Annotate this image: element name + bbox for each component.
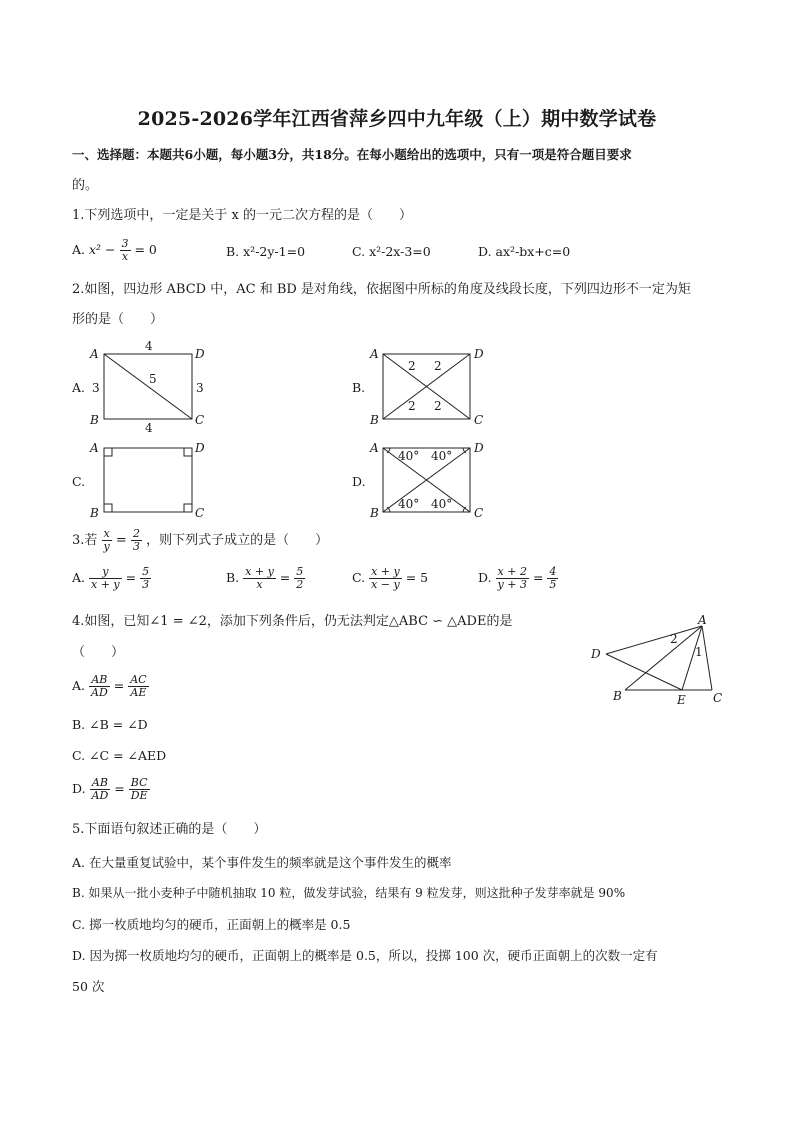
fig-d-angle-4: 40° bbox=[431, 497, 453, 511]
q2-option-c-label: C. bbox=[72, 474, 86, 489]
q5-option-d: D. 因为掷一枚质地均匀的硬币，正面朝上的概率是 0.5，所以，投掷 100 次，硬币正面朝上的次数一定有 bbox=[72, 948, 658, 963]
q4-paren: （ ） bbox=[72, 645, 125, 660]
fig-a-label-b: B bbox=[90, 413, 99, 427]
q5-option-a: A. 在大量重复试验中，某个事件发生的频率就是这个事件发生的概率 bbox=[72, 855, 452, 870]
fig-d-angle-1: 40° bbox=[398, 449, 420, 463]
fig-a-top-length: 4 bbox=[145, 339, 153, 353]
fig-d-angle-2: 40° bbox=[431, 449, 453, 463]
q5-stem: 5.下面语句叙述正确的是（ ） bbox=[72, 822, 267, 837]
fig-c-label-d: D bbox=[195, 441, 205, 455]
section-heading-cont: 的。 bbox=[72, 178, 99, 193]
q2-stem: 2.如图，四边形 ABCD 中，AC 和 BD 是对角线，依据图中所标的角度及线段长度，下列四边形不一定为矩 bbox=[72, 282, 691, 297]
q4-angle-1: 1 bbox=[695, 645, 703, 659]
q5-option-c: C. 掷一枚质地均匀的硬币，正面朝上的概率是 0.5 bbox=[72, 917, 351, 932]
q1-option-b: B. x²-2y-1=0 bbox=[226, 244, 306, 259]
fig-d-label-a: A bbox=[370, 441, 379, 455]
fig-b-label-c: C bbox=[474, 413, 484, 427]
q1-option-c: C. x²-2x-3=0 bbox=[352, 244, 431, 259]
fig-c-label-c: C bbox=[195, 506, 205, 520]
fig-b-label-b: B bbox=[370, 413, 379, 427]
q3-stem: 3.若 $\frac{x}{y}$ = $\frac{2}{3}$ ，则下列式子成立的是（ ） bbox=[72, 527, 329, 553]
q1-stem: 1.下列选项中，一定是关于 x 的一元二次方程的是（ ） bbox=[72, 208, 412, 223]
fig-a-right-length: 3 bbox=[196, 381, 204, 395]
fig-a-label-c: C bbox=[195, 413, 205, 427]
q5-option-b: B. 如果从一批小麦种子中随机抽取 10 粒，做发芽试验，结果有 9 粒发芽，则这批种子发芽率就是 90% bbox=[72, 886, 626, 900]
q4-option-d: D. $\frac{AB}{AD}$ = $\frac{BC}{DE}$ bbox=[72, 776, 148, 802]
q2-option-a-label: A. bbox=[72, 380, 86, 395]
q4-stem: 4.如图，已知∠1 = ∠2，添加下列条件后，仍无法判定△ABC ∽ △ADE的是 bbox=[72, 614, 513, 629]
fig-c-label-b: B bbox=[90, 506, 99, 520]
fig-b-seg-4: 2 bbox=[434, 399, 442, 413]
section-heading: 一、选择题：本题共6小题，每小题3分，共18分。在每小题给出的选项中，只有一项是符合题目要求 bbox=[72, 147, 632, 162]
q4-figure bbox=[606, 626, 712, 690]
q3-option-b: B. $\frac{x + y}{x}$ = $\frac{5}{2}$ bbox=[226, 565, 304, 591]
q2-option-b-label: B. bbox=[352, 380, 366, 395]
q4-label-c: C bbox=[713, 691, 723, 705]
q5-option-d-cont: 50 次 bbox=[72, 979, 105, 994]
q4-option-b: B. ∠B = ∠D bbox=[72, 717, 148, 732]
q1-option-d: D. ax²-bx+c=0 bbox=[478, 244, 571, 259]
fig-b-seg-1: 2 bbox=[408, 359, 416, 373]
q2-figure-d bbox=[383, 448, 470, 512]
q4-label-a: A bbox=[698, 613, 707, 627]
q2-figure-b bbox=[383, 354, 470, 419]
fig-d-label-b: B bbox=[370, 506, 379, 520]
fig-a-label-d: D bbox=[195, 347, 205, 361]
q4-label-d: D bbox=[591, 647, 601, 661]
fig-a-bottom-length: 4 bbox=[145, 421, 153, 435]
fig-a-diagonal-length: 5 bbox=[149, 372, 157, 386]
fig-b-seg-2: 2 bbox=[434, 359, 442, 373]
q4-angle-2: 2 bbox=[670, 632, 678, 646]
fig-d-angle-3: 40° bbox=[398, 497, 420, 511]
q4-label-e: E bbox=[677, 693, 686, 707]
q4-option-c: C. ∠C = ∠AED bbox=[72, 748, 167, 763]
q4-option-a: A. $\frac{AB}{AD}$ = $\frac{AC}{AE}$ bbox=[72, 673, 147, 699]
q2-figure-a bbox=[104, 354, 192, 419]
q4-label-b: B bbox=[613, 689, 622, 703]
fig-d-label-c: C bbox=[474, 506, 484, 520]
fig-b-label-a: A bbox=[370, 347, 379, 361]
fig-a-left-length: 3 bbox=[92, 381, 100, 395]
fig-b-seg-3: 2 bbox=[408, 399, 416, 413]
q2-stem-cont: 形的是（ ） bbox=[72, 312, 164, 327]
q3-option-d: D. $\frac{x + 2}{y + 3}$ = $\frac{4}{5}$ bbox=[478, 565, 557, 591]
q2-figure-c bbox=[104, 448, 192, 512]
q3-option-a: A. $\frac{y}{x + y}$ = $\frac{5}{3}$ bbox=[72, 565, 150, 591]
fig-a-label-a: A bbox=[90, 347, 99, 361]
q2-option-d-label: D. bbox=[352, 474, 366, 489]
exam-title: 2025-2026学年江西省萍乡四中九年级（上）期中数学试卷 bbox=[137, 108, 657, 130]
fig-b-label-d: D bbox=[474, 347, 484, 361]
fig-c-label-a: A bbox=[90, 441, 99, 455]
q3-option-c: C. $\frac{x + y}{x - y}$ = 5 bbox=[352, 565, 429, 591]
fig-d-label-d: D bbox=[474, 441, 484, 455]
q1-option-a: A. x² − $\frac{3}{x}$ = 0 bbox=[72, 237, 157, 263]
